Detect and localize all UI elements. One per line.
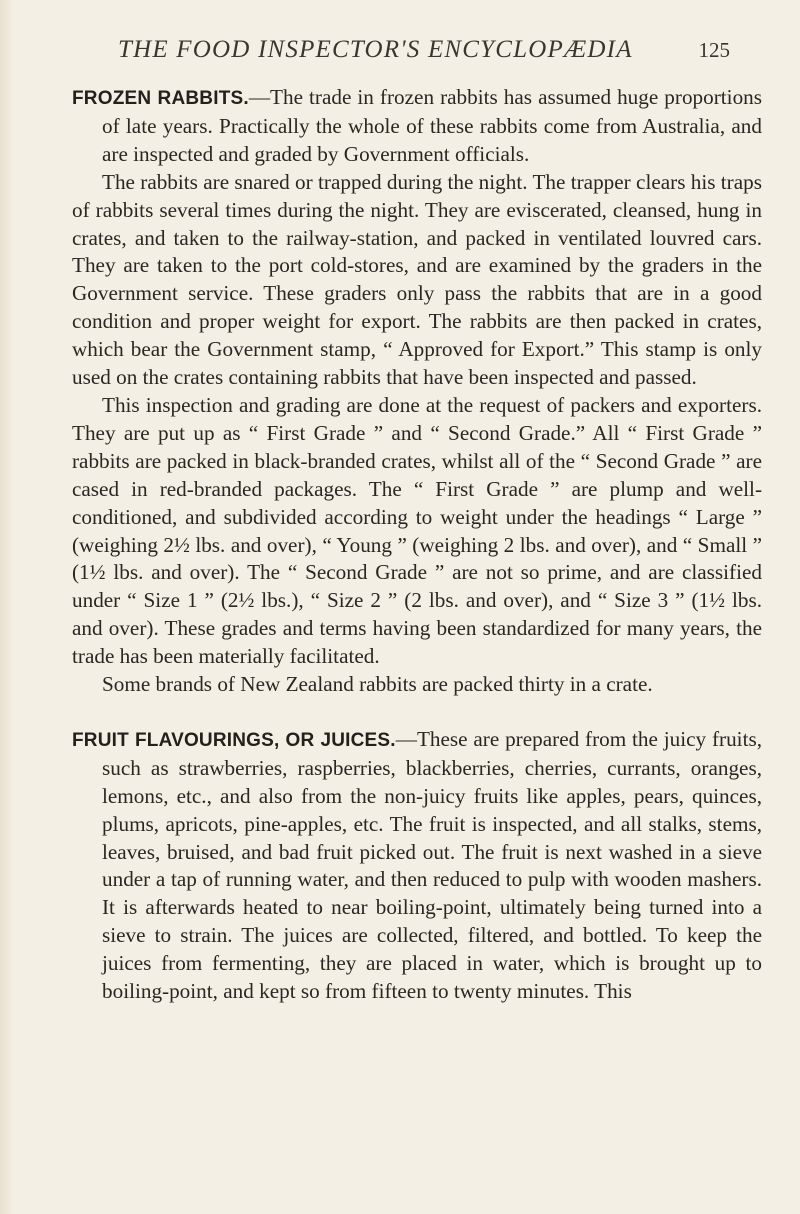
entry-fruit-flavourings (72, 726, 762, 1006)
page-body (72, 84, 762, 1006)
paragraph-text: —These are prepared from the juicy fruits, such as strawberries, raspberries, blackberries, cherries, currants, oranges, lemons, etc., and also from the non-juicy fruits like apples, pears, quinces, plums, apricots, pine-apples, etc. The fruit is inspected, and all stalks, stems, leaves, bruised, and bad fruit picked out. The fruit is next washed in a sieve under a tap of running water, and then reduced to pulp with wooden mashers. It is afterwards heated to near boiling-point, ultimately being turned into a sieve to strain. The juices are collected, filtered, and bottled. To keep the juices from fermenting, they are placed in water, which is brought up to boiling-point, and kept so from fifteen to twenty minutes. This (102, 726, 762, 1004)
paragraph: Some brands of New Zealand rabbits are packed thirty in a crate. (102, 672, 653, 697)
paragraph: This inspection and grading are done at the request of packers and exporters. They are put up as “ First Grade ” and “ Second Grade.” All “ First Grade ” rabbits are packed in black-branded crates, whilst all of the “ Second Grade ” are cased in red-branded packages. The “ First Grade ” are plump and well-conditioned, and subdivided according to weight under the headings “ Large ” (weighing 2½ lbs. and over), “ Young ” (weighing 2 lbs. and over), and “ Small ” (1½ lbs. and over). The “ Second Grade ” are not so prime, and are classified under “ Size 1 ” (2½ lbs.), “ Size 2 ” (2 lbs. and over), and “ Size 3 ” (1½ lbs. and over). These grades and terms having been standardized for many years, the trade has been materially facilitated. (72, 392, 762, 669)
page-edge-shadow (0, 0, 14, 1214)
paragraph (72, 726, 762, 1006)
entry-frozen-rabbits (72, 84, 762, 699)
paragraph-text: —The trade in frozen rabbits has assumed huge proportions of late years. Practically the whole of these rabbits come from Australia, and are inspected and graded by Government officials. (102, 85, 763, 166)
paragraph (72, 84, 762, 169)
page-header (118, 36, 730, 76)
page-number: 125 (698, 38, 730, 62)
entry-headword: FRUIT FLAVOURINGS, OR JUICES. (72, 729, 396, 751)
paragraph: The rabbits are snared or trapped during the night. The trapper clears his traps of rabbits several times during the night. They are eviscerated, cleansed, hung in crates, and taken to the railway-station, and packed in ventilated louvred cars. They are taken to the port cold-stores, and are examined by the graders in the Government service. These graders only pass the rabbits that are in a good condition and proper weight for export. The rabbits are then packed in crates, which bear the Government stamp, “ Approved for Export.” This stamp is only used on the crates containing rabbits that have been inspected and passed. (72, 169, 762, 390)
running-title: THE FOOD INSPECTOR'S ENCYCLOPÆDIA (118, 36, 633, 63)
entry-headword: FROZEN RABBITS. (72, 88, 249, 109)
